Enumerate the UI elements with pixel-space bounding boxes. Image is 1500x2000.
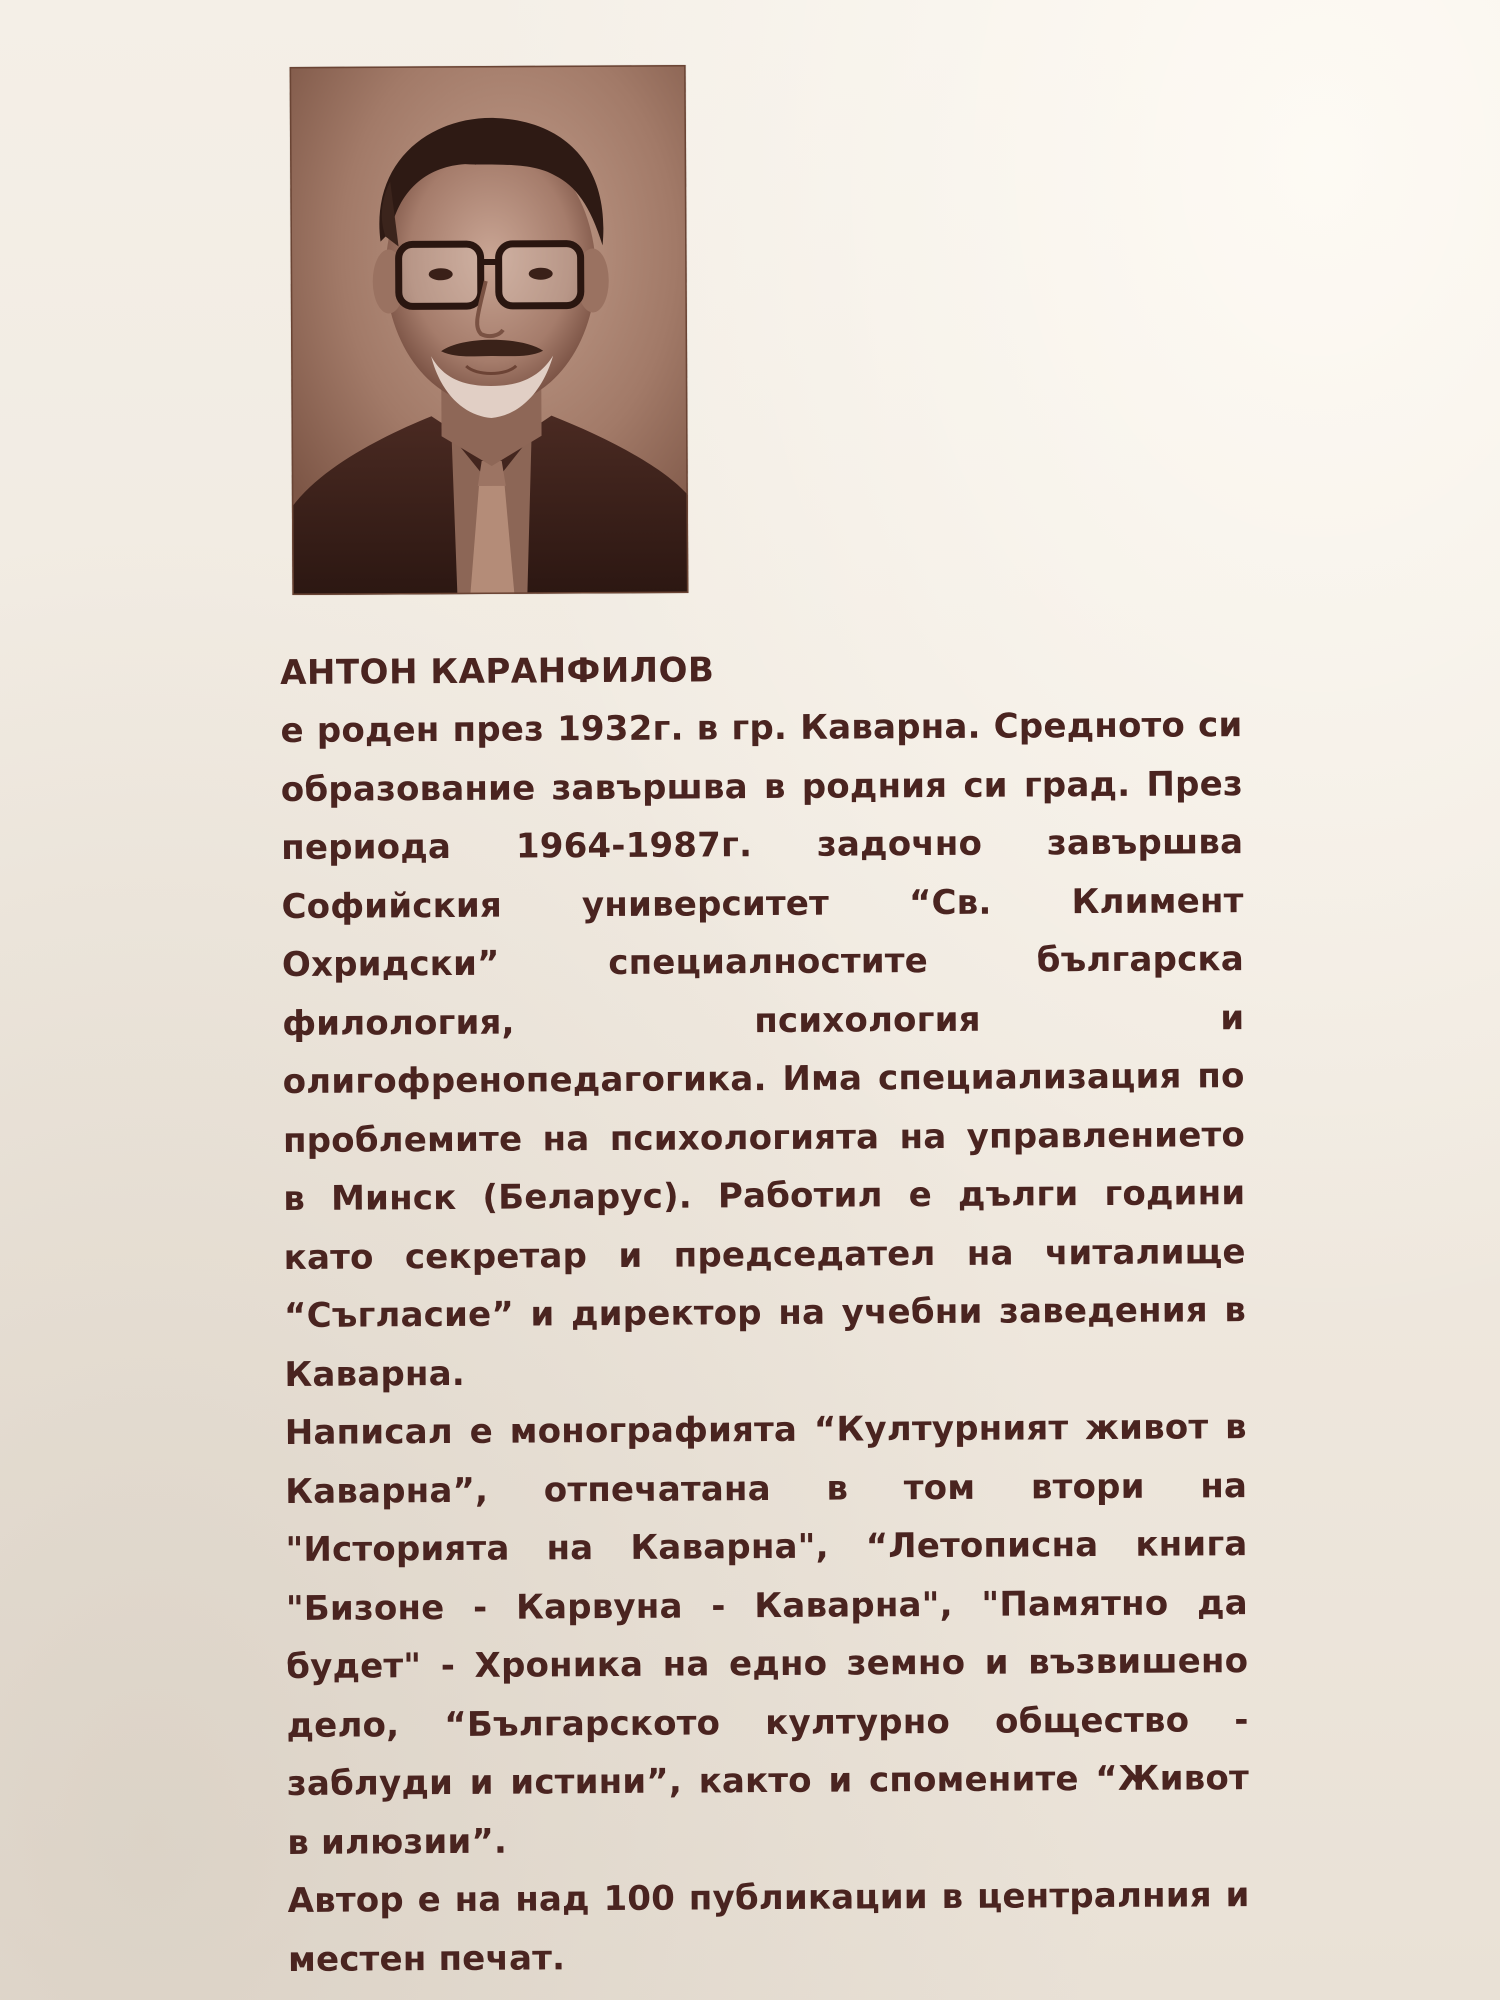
author-name: АНТОН КАРАНФИЛОВ xyxy=(280,650,715,693)
author-portrait xyxy=(290,65,689,595)
author-biography xyxy=(280,642,1250,1989)
portrait-photo-icon xyxy=(290,65,689,595)
bio-paragraph-education: е роден през 1932г. в гр. Каварна. Средното си образование завършва в родния си град. През периода 1964-1987г. задочно завършва Софийския университет “Св. Климент Охридски” специалностите българска филология, психология и олигофренопедагогика. Има специализация по проблемите на психологията на управлението в Минск (Беларус). Работил е дълги години като секретар и председател на читалище “Съгласие” и директор на учебни заведения в Каварна. xyxy=(280,705,1247,1395)
bio-paragraph-works: Написал е монографията “Културният живот в Каварна”, отпечатана в том втори на "Историята на Каварна", “Летописна книга "Бизоне - Карвуна - Каварна", "Памятно да будет" - Хроника на едно земно и възвишено дело, “Българското културно общество - заблуди и истини”, както и спомените “Живот в илюзии”. xyxy=(284,1407,1250,1863)
bio-paragraph-publications: Автор е на над 100 публикации в централния и местен печат. xyxy=(287,1875,1250,1980)
